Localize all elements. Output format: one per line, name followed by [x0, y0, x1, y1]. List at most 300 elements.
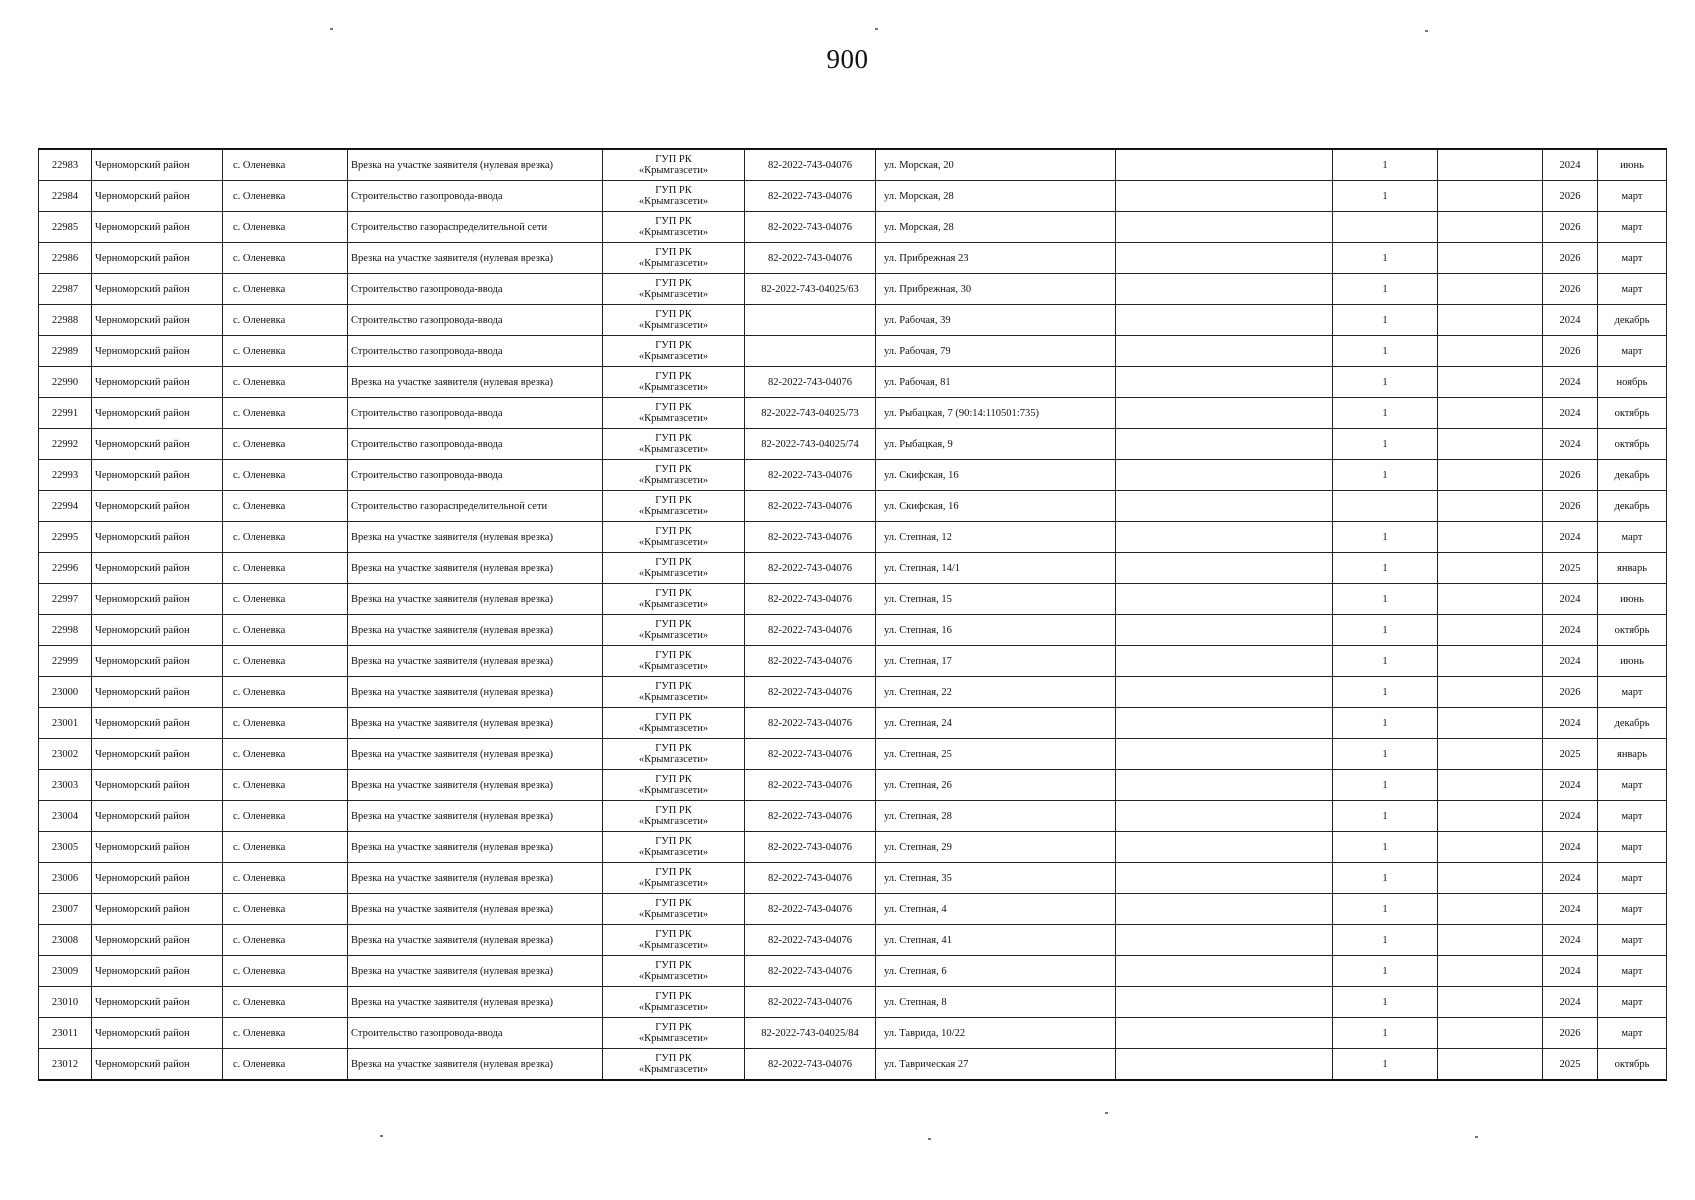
cell-work-type: Строительство газораспределительной сети: [348, 212, 603, 243]
cell-address: ул. Прибрежная, 30: [876, 274, 1116, 305]
cell-settlement: с. Оленевка: [223, 522, 348, 553]
cell-number: 22986: [39, 243, 92, 274]
cell-month: октябрь: [1598, 429, 1667, 460]
cell-settlement: с. Оленевка: [223, 894, 348, 925]
org-brand: «Крымгазсети»: [638, 475, 709, 486]
cell-work-type: Врезка на участке заявителя (нулевая врезка): [348, 925, 603, 956]
cell-empty: [1438, 646, 1543, 677]
cell-number: 23002: [39, 739, 92, 770]
table-row: [39, 770, 1667, 801]
cell-district: Черноморский район: [92, 305, 223, 336]
cell-organization: [603, 584, 745, 615]
cell-settlement: с. Оленевка: [223, 1049, 348, 1081]
cell-organization: [603, 522, 745, 553]
org-name: ГУП РК: [655, 743, 692, 754]
table-row: [39, 305, 1667, 336]
org-brand: «Крымгазсети»: [638, 1064, 709, 1075]
cell-quantity: 1: [1333, 646, 1438, 677]
table-row: [39, 1049, 1667, 1081]
cell-quantity: 1: [1333, 398, 1438, 429]
cell-organization: [603, 956, 745, 987]
cell-address: ул. Степная, 24: [876, 708, 1116, 739]
cell-quantity: 1: [1333, 584, 1438, 615]
cell-number: 22994: [39, 491, 92, 522]
cell-number: 22998: [39, 615, 92, 646]
table-row: [39, 212, 1667, 243]
org-name: ГУП РК: [655, 619, 692, 630]
cell-address: ул. Рыбацкая, 9: [876, 429, 1116, 460]
table-row: [39, 398, 1667, 429]
cell-work-type: Врезка на участке заявителя (нулевая врезка): [348, 708, 603, 739]
cell-number: 23011: [39, 1018, 92, 1049]
cell-organization: [603, 615, 745, 646]
cell-registry-code: 82-2022-743-04076: [745, 739, 876, 770]
cell-address: ул. Степная, 41: [876, 925, 1116, 956]
cell-work-type: Врезка на участке заявителя (нулевая врезка): [348, 894, 603, 925]
cell-quantity: 1: [1333, 274, 1438, 305]
org-brand: «Крымгазсети»: [638, 816, 709, 827]
cell-registry-code: 82-2022-743-04025/63: [745, 274, 876, 305]
cell-work-type: Врезка на участке заявителя (нулевая врезка): [348, 615, 603, 646]
cell-district: Черноморский район: [92, 739, 223, 770]
cell-registry-code: 82-2022-743-04076: [745, 1049, 876, 1081]
cell-month: март: [1598, 987, 1667, 1018]
cell-district: Черноморский район: [92, 491, 223, 522]
cell-registry-code: 82-2022-743-04076: [745, 460, 876, 491]
table-row: [39, 460, 1667, 491]
cell-district: Черноморский район: [92, 553, 223, 584]
cell-organization: [603, 832, 745, 863]
org-brand: «Крымгазсети»: [638, 878, 709, 889]
cell-number: 23010: [39, 987, 92, 1018]
cell-organization: [603, 305, 745, 336]
org-brand: «Крымгазсети»: [638, 971, 709, 982]
cell-month: март: [1598, 832, 1667, 863]
cell-quantity: 1: [1333, 832, 1438, 863]
cell-registry-code: 82-2022-743-04076: [745, 863, 876, 894]
cell-work-type: Строительство газопровода-ввода: [348, 398, 603, 429]
cell-year: 2026: [1543, 460, 1598, 491]
cell-address: ул. Степная, 29: [876, 832, 1116, 863]
cell-year: 2024: [1543, 305, 1598, 336]
cell-address: ул. Степная, 15: [876, 584, 1116, 615]
cell-month: март: [1598, 274, 1667, 305]
cell-month: март: [1598, 181, 1667, 212]
cell-empty: [1116, 460, 1333, 491]
table-row: [39, 646, 1667, 677]
table-row: [39, 553, 1667, 584]
cell-empty: [1116, 708, 1333, 739]
cell-month: декабрь: [1598, 305, 1667, 336]
cell-year: 2024: [1543, 429, 1598, 460]
cell-year: 2026: [1543, 274, 1598, 305]
cell-registry-code: 82-2022-743-04076: [745, 522, 876, 553]
cell-month: июнь: [1598, 584, 1667, 615]
cell-settlement: с. Оленевка: [223, 832, 348, 863]
scan-speck: [380, 1135, 383, 1137]
cell-work-type: Строительство газопровода-ввода: [348, 1018, 603, 1049]
cell-month: март: [1598, 925, 1667, 956]
cell-year: 2024: [1543, 367, 1598, 398]
cell-quantity: 1: [1333, 987, 1438, 1018]
cell-year: 2024: [1543, 894, 1598, 925]
org-brand: «Крымгазсети»: [638, 196, 709, 207]
cell-district: Черноморский район: [92, 181, 223, 212]
cell-empty: [1116, 770, 1333, 801]
cell-quantity: 1: [1333, 429, 1438, 460]
cell-work-type: Врезка на участке заявителя (нулевая врезка): [348, 646, 603, 677]
org-brand: «Крымгазсети»: [638, 630, 709, 641]
cell-year: 2026: [1543, 677, 1598, 708]
cell-quantity: 1: [1333, 522, 1438, 553]
table-row: [39, 956, 1667, 987]
cell-number: 23008: [39, 925, 92, 956]
cell-quantity: 1: [1333, 367, 1438, 398]
cell-quantity: 1: [1333, 925, 1438, 956]
cell-number: 22996: [39, 553, 92, 584]
cell-empty: [1438, 770, 1543, 801]
cell-registry-code: 82-2022-743-04025/84: [745, 1018, 876, 1049]
cell-work-type: Строительство газопровода-ввода: [348, 429, 603, 460]
registry-table: [38, 148, 1667, 1081]
org-name: ГУП РК: [655, 991, 692, 1002]
org-brand: «Крымгазсети»: [638, 940, 709, 951]
cell-organization: [603, 646, 745, 677]
cell-quantity: 1: [1333, 801, 1438, 832]
cell-empty: [1438, 956, 1543, 987]
cell-district: Черноморский район: [92, 708, 223, 739]
cell-number: 23006: [39, 863, 92, 894]
cell-organization: [603, 801, 745, 832]
cell-number: 23000: [39, 677, 92, 708]
cell-organization: [603, 1018, 745, 1049]
cell-empty: [1116, 305, 1333, 336]
cell-year: 2025: [1543, 739, 1598, 770]
table-row: [39, 274, 1667, 305]
cell-address: ул. Степная, 28: [876, 801, 1116, 832]
cell-empty: [1438, 584, 1543, 615]
cell-empty: [1438, 677, 1543, 708]
cell-organization: [603, 553, 745, 584]
cell-quantity: 1: [1333, 553, 1438, 584]
cell-district: Черноморский район: [92, 832, 223, 863]
cell-address: ул. Морская, 20: [876, 149, 1116, 181]
cell-empty: [1116, 584, 1333, 615]
org-name: ГУП РК: [655, 681, 692, 692]
cell-quantity: 1: [1333, 305, 1438, 336]
org-name: ГУП РК: [655, 805, 692, 816]
cell-month: март: [1598, 336, 1667, 367]
table-row: [39, 522, 1667, 553]
cell-registry-code: 82-2022-743-04076: [745, 677, 876, 708]
cell-number: 22999: [39, 646, 92, 677]
cell-address: ул. Таврическая 27: [876, 1049, 1116, 1081]
cell-empty: [1116, 956, 1333, 987]
cell-organization: [603, 987, 745, 1018]
cell-work-type: Врезка на участке заявителя (нулевая врезка): [348, 801, 603, 832]
cell-number: 22991: [39, 398, 92, 429]
cell-quantity: 1: [1333, 1049, 1438, 1081]
cell-year: 2026: [1543, 336, 1598, 367]
cell-number: 22992: [39, 429, 92, 460]
cell-settlement: с. Оленевка: [223, 615, 348, 646]
cell-quantity: 1: [1333, 863, 1438, 894]
cell-empty: [1438, 149, 1543, 181]
cell-settlement: с. Оленевка: [223, 429, 348, 460]
table-row: [39, 181, 1667, 212]
cell-empty: [1116, 181, 1333, 212]
cell-number: 22984: [39, 181, 92, 212]
cell-organization: [603, 274, 745, 305]
cell-address: ул. Степная, 25: [876, 739, 1116, 770]
cell-settlement: с. Оленевка: [223, 677, 348, 708]
cell-district: Черноморский район: [92, 460, 223, 491]
cell-settlement: с. Оленевка: [223, 646, 348, 677]
cell-work-type: Строительство газораспределительной сети: [348, 491, 603, 522]
cell-work-type: Врезка на участке заявителя (нулевая врезка): [348, 149, 603, 181]
cell-organization: [603, 677, 745, 708]
org-brand: «Крымгазсети»: [638, 1002, 709, 1013]
cell-district: Черноморский район: [92, 274, 223, 305]
org-name: ГУП РК: [655, 1053, 692, 1064]
cell-organization: [603, 1049, 745, 1081]
cell-address: ул. Прибрежная 23: [876, 243, 1116, 274]
cell-empty: [1116, 677, 1333, 708]
cell-organization: [603, 429, 745, 460]
cell-year: 2026: [1543, 243, 1598, 274]
org-brand: «Крымгазсети»: [638, 289, 709, 300]
table-row: [39, 925, 1667, 956]
cell-empty: [1116, 336, 1333, 367]
cell-registry-code: 82-2022-743-04076: [745, 491, 876, 522]
cell-district: Черноморский район: [92, 956, 223, 987]
org-name: ГУП РК: [655, 309, 692, 320]
cell-empty: [1116, 553, 1333, 584]
cell-number: 22983: [39, 149, 92, 181]
cell-district: Черноморский район: [92, 863, 223, 894]
cell-work-type: Врезка на участке заявителя (нулевая врезка): [348, 553, 603, 584]
cell-empty: [1116, 739, 1333, 770]
cell-month: декабрь: [1598, 491, 1667, 522]
cell-empty: [1116, 863, 1333, 894]
cell-work-type: Врезка на участке заявителя (нулевая врезка): [348, 832, 603, 863]
org-brand: «Крымгазсети»: [638, 1033, 709, 1044]
cell-month: март: [1598, 1018, 1667, 1049]
table-row: [39, 584, 1667, 615]
cell-empty: [1438, 243, 1543, 274]
cell-empty: [1438, 801, 1543, 832]
cell-year: 2024: [1543, 987, 1598, 1018]
scan-speck: [1425, 30, 1428, 32]
cell-empty: [1116, 243, 1333, 274]
cell-empty: [1116, 149, 1333, 181]
cell-district: Черноморский район: [92, 615, 223, 646]
cell-work-type: Врезка на участке заявителя (нулевая врезка): [348, 956, 603, 987]
cell-district: Черноморский район: [92, 646, 223, 677]
cell-year: 2024: [1543, 925, 1598, 956]
cell-address: ул. Степная, 12: [876, 522, 1116, 553]
cell-number: 23009: [39, 956, 92, 987]
cell-address: ул. Скифская, 16: [876, 460, 1116, 491]
cell-year: 2024: [1543, 770, 1598, 801]
cell-registry-code: 82-2022-743-04076: [745, 243, 876, 274]
cell-quantity: 1: [1333, 336, 1438, 367]
cell-work-type: Строительство газопровода-ввода: [348, 181, 603, 212]
cell-organization: [603, 367, 745, 398]
org-name: ГУП РК: [655, 774, 692, 785]
cell-registry-code: 82-2022-743-04076: [745, 212, 876, 243]
cell-number: 22987: [39, 274, 92, 305]
cell-year: 2024: [1543, 708, 1598, 739]
scan-speck: [1105, 1112, 1108, 1114]
cell-registry-code: 82-2022-743-04076: [745, 894, 876, 925]
cell-work-type: Врезка на участке заявителя (нулевая врезка): [348, 522, 603, 553]
cell-empty: [1438, 429, 1543, 460]
cell-quantity: 1: [1333, 894, 1438, 925]
cell-organization: [603, 863, 745, 894]
cell-year: 2024: [1543, 956, 1598, 987]
cell-settlement: с. Оленевка: [223, 739, 348, 770]
cell-month: июнь: [1598, 149, 1667, 181]
cell-quantity: 1: [1333, 243, 1438, 274]
cell-address: ул. Степная, 26: [876, 770, 1116, 801]
org-name: ГУП РК: [655, 712, 692, 723]
cell-registry-code: [745, 336, 876, 367]
cell-district: Черноморский район: [92, 987, 223, 1018]
cell-district: Черноморский район: [92, 429, 223, 460]
cell-work-type: Строительство газопровода-ввода: [348, 274, 603, 305]
org-name: ГУП РК: [655, 247, 692, 258]
cell-empty: [1438, 925, 1543, 956]
cell-year: 2024: [1543, 584, 1598, 615]
cell-year: 2024: [1543, 522, 1598, 553]
cell-district: Черноморский район: [92, 770, 223, 801]
cell-quantity: 1: [1333, 615, 1438, 646]
cell-address: ул. Рабочая, 81: [876, 367, 1116, 398]
cell-registry-code: 82-2022-743-04076: [745, 925, 876, 956]
org-brand: «Крымгазсети»: [638, 754, 709, 765]
org-brand: «Крымгазсети»: [638, 444, 709, 455]
org-name: ГУП РК: [655, 650, 692, 661]
cell-settlement: с. Оленевка: [223, 181, 348, 212]
cell-settlement: с. Оленевка: [223, 274, 348, 305]
cell-month: январь: [1598, 739, 1667, 770]
cell-settlement: с. Оленевка: [223, 708, 348, 739]
cell-organization: [603, 925, 745, 956]
cell-address: ул. Степная, 6: [876, 956, 1116, 987]
cell-empty: [1116, 491, 1333, 522]
cell-organization: [603, 894, 745, 925]
org-brand: «Крымгазсети»: [638, 165, 709, 176]
cell-month: декабрь: [1598, 708, 1667, 739]
cell-month: март: [1598, 956, 1667, 987]
cell-number: 22989: [39, 336, 92, 367]
cell-registry-code: 82-2022-743-04076: [745, 149, 876, 181]
table-row: [39, 739, 1667, 770]
cell-empty: [1438, 894, 1543, 925]
cell-settlement: с. Оленевка: [223, 398, 348, 429]
cell-work-type: Строительство газопровода-ввода: [348, 460, 603, 491]
org-name: ГУП РК: [655, 898, 692, 909]
cell-organization: [603, 460, 745, 491]
cell-settlement: с. Оленевка: [223, 149, 348, 181]
cell-address: ул. Степная, 4: [876, 894, 1116, 925]
org-brand: «Крымгазсети»: [638, 661, 709, 672]
cell-work-type: Врезка на участке заявителя (нулевая врезка): [348, 584, 603, 615]
table-row: [39, 1018, 1667, 1049]
cell-empty: [1116, 832, 1333, 863]
cell-month: январь: [1598, 553, 1667, 584]
cell-empty: [1438, 367, 1543, 398]
cell-district: Черноморский район: [92, 677, 223, 708]
cell-address: ул. Рыбацкая, 7 (90:14:110501:735): [876, 398, 1116, 429]
cell-address: ул. Степная, 8: [876, 987, 1116, 1018]
cell-empty: [1116, 925, 1333, 956]
cell-empty: [1116, 367, 1333, 398]
org-name: ГУП РК: [655, 154, 692, 165]
org-brand: «Крымгазсети»: [638, 506, 709, 517]
cell-quantity: [1333, 212, 1438, 243]
cell-settlement: с. Оленевка: [223, 243, 348, 274]
org-brand: «Крымгазсети»: [638, 537, 709, 548]
cell-number: 23005: [39, 832, 92, 863]
cell-organization: [603, 708, 745, 739]
cell-empty: [1438, 181, 1543, 212]
table-row: [39, 491, 1667, 522]
cell-registry-code: 82-2022-743-04076: [745, 181, 876, 212]
cell-month: март: [1598, 243, 1667, 274]
cell-work-type: Врезка на участке заявителя (нулевая врезка): [348, 770, 603, 801]
cell-empty: [1116, 398, 1333, 429]
cell-registry-code: 82-2022-743-04076: [745, 553, 876, 584]
cell-empty: [1116, 429, 1333, 460]
cell-work-type: Строительство газопровода-ввода: [348, 305, 603, 336]
org-brand: «Крымгазсети»: [638, 320, 709, 331]
cell-year: 2024: [1543, 863, 1598, 894]
cell-district: Черноморский район: [92, 1018, 223, 1049]
cell-month: март: [1598, 801, 1667, 832]
cell-number: 23007: [39, 894, 92, 925]
org-name: ГУП РК: [655, 867, 692, 878]
cell-organization: [603, 770, 745, 801]
cell-quantity: 1: [1333, 149, 1438, 181]
cell-empty: [1438, 1018, 1543, 1049]
cell-quantity: 1: [1333, 460, 1438, 491]
cell-empty: [1438, 212, 1543, 243]
cell-month: июнь: [1598, 646, 1667, 677]
cell-quantity: 1: [1333, 956, 1438, 987]
cell-address: ул. Рабочая, 79: [876, 336, 1116, 367]
cell-year: 2026: [1543, 491, 1598, 522]
cell-address: ул. Морская, 28: [876, 181, 1116, 212]
cell-number: 23012: [39, 1049, 92, 1081]
cell-quantity: [1333, 491, 1438, 522]
org-brand: «Крымгазсети»: [638, 785, 709, 796]
org-name: ГУП РК: [655, 495, 692, 506]
cell-empty: [1438, 336, 1543, 367]
cell-year: 2026: [1543, 1018, 1598, 1049]
org-brand: «Крымгазсети»: [638, 382, 709, 393]
cell-organization: [603, 491, 745, 522]
org-name: ГУП РК: [655, 929, 692, 940]
cell-year: 2024: [1543, 801, 1598, 832]
cell-district: Черноморский район: [92, 212, 223, 243]
org-name: ГУП РК: [655, 278, 692, 289]
cell-empty: [1116, 212, 1333, 243]
org-brand: «Крымгазсети»: [638, 599, 709, 610]
cell-month: март: [1598, 770, 1667, 801]
cell-registry-code: 82-2022-743-04076: [745, 987, 876, 1018]
